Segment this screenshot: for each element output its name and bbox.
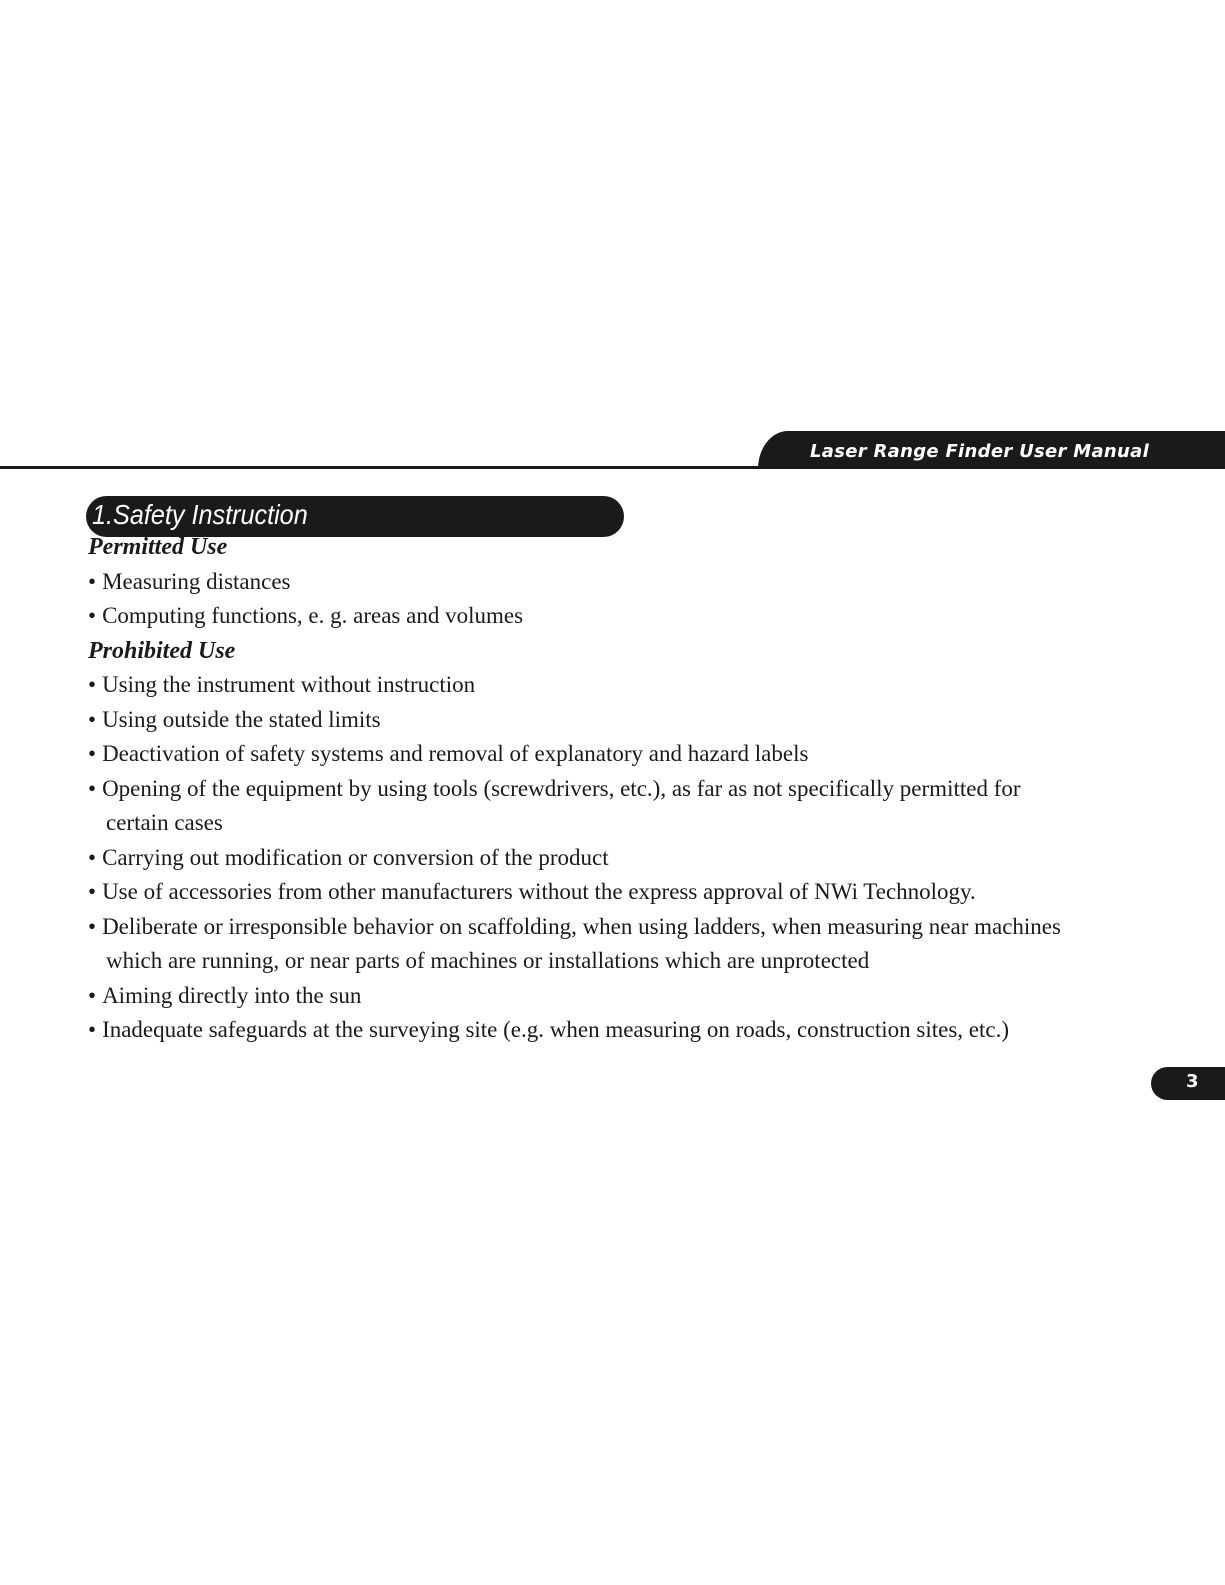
- manual-title: Laser Range Finder User Manual: [810, 441, 1150, 462]
- bullet-icon: •: [88, 983, 97, 1008]
- bullet-icon: •: [88, 914, 97, 939]
- list-item-text: Using the instrument without instruction: [102, 672, 476, 697]
- list-item: [88, 914, 1061, 940]
- bullet-icon: •: [88, 741, 97, 766]
- list-item: [88, 672, 475, 698]
- bullet-icon: •: [88, 776, 97, 801]
- list-item-text: Carrying out modification or conversion of the product: [102, 845, 609, 870]
- list-item: [88, 983, 361, 1009]
- list-item-text: Aiming directly into the sun: [102, 983, 362, 1008]
- bullet-icon: •: [88, 845, 97, 870]
- list-item-continuation: certain cases: [106, 810, 223, 835]
- page-number: 3: [1186, 1071, 1199, 1092]
- bullet-icon: •: [88, 707, 97, 732]
- prohibited-use-heading: Prohibited Use: [88, 638, 236, 664]
- list-item-text: Using outside the stated limits: [102, 707, 381, 732]
- bullet-icon: •: [88, 879, 97, 904]
- bullet-icon: •: [88, 672, 97, 697]
- list-item: [88, 776, 1021, 802]
- list-item: [88, 603, 523, 629]
- list-item-text: Deactivation of safety systems and removal of explanatory and hazard labels: [102, 741, 809, 766]
- list-item-text: Deliberate or irresponsible behavior on scaffolding, when using ladders, when measuring near machines: [102, 914, 1061, 939]
- list-item-text: Use of accessories from other manufacturers without the express approval of NWi Technology.: [102, 879, 976, 904]
- section-title: 1.Safety Instruction: [92, 499, 308, 530]
- list-item-text: Inadequate safeguards at the surveying site (e.g. when measuring on roads, construction sites, etc.): [102, 1017, 1010, 1042]
- list-item: [88, 741, 808, 767]
- list-item: [88, 569, 291, 595]
- list-item: [88, 879, 976, 905]
- list-item-text: Measuring distances: [102, 569, 291, 594]
- list-item: [88, 707, 381, 733]
- list-item-text: Computing functions, e. g. areas and volumes: [102, 603, 524, 628]
- bullet-icon: •: [88, 603, 97, 628]
- bullet-icon: •: [88, 569, 97, 594]
- list-item: [88, 1017, 1009, 1043]
- list-item-text: Opening of the equipment by using tools (screwdrivers, etc.), as far as not specifically permitted for: [102, 776, 1021, 801]
- bullet-icon: •: [88, 1017, 97, 1042]
- list-item-continuation: which are running, or near parts of machines or installations which are unprotected: [106, 948, 870, 973]
- permitted-use-heading: Permitted Use: [88, 534, 228, 560]
- list-item: [88, 845, 609, 871]
